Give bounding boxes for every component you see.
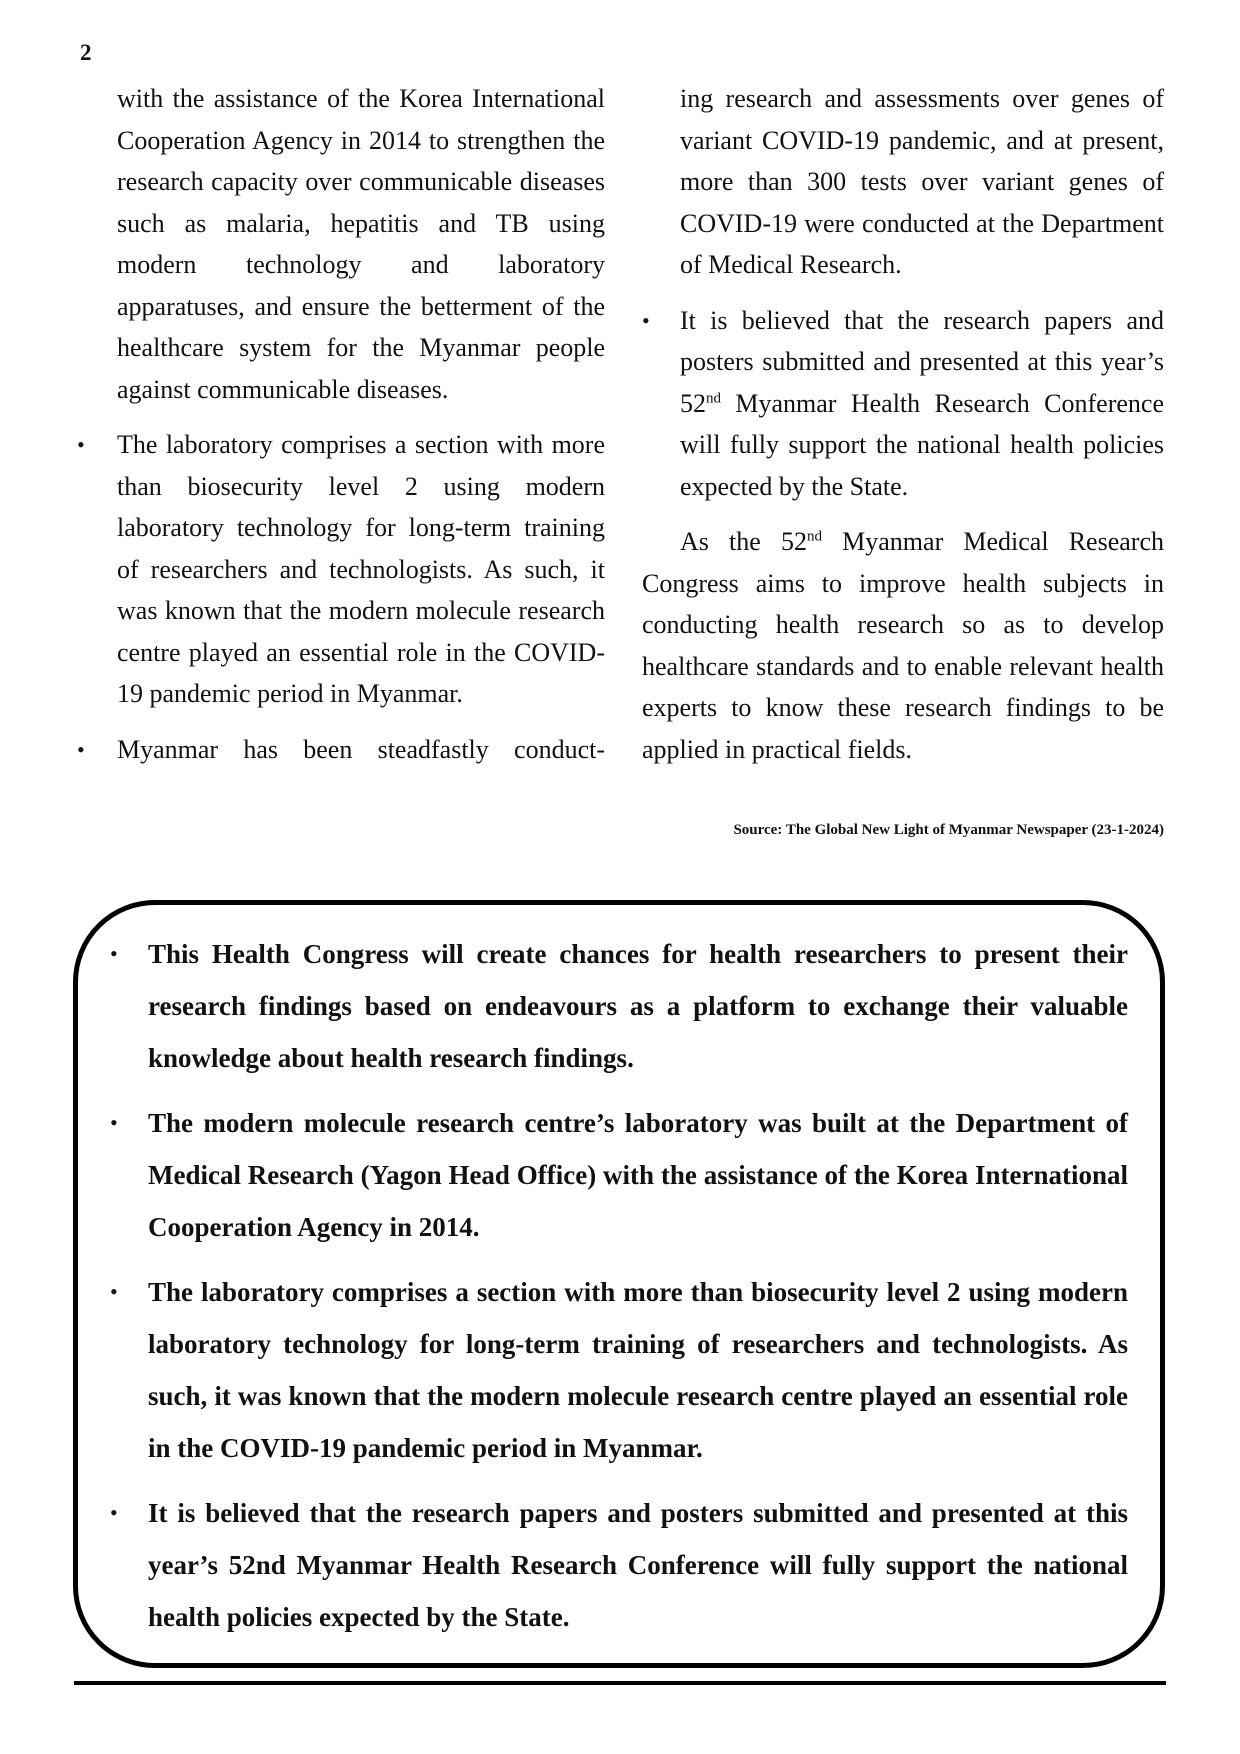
bullet-icon: • <box>77 736 85 762</box>
bullet-text: Myanmar has been steadfastly conduct- <box>117 734 605 764</box>
left-bullet-laboratory <box>77 424 605 715</box>
ordinal-suffix: nd <box>706 389 721 406</box>
bottom-rule <box>74 1681 1166 1685</box>
left-continuation-paragraph: with the assistance of the Korea International Cooperation Agency in 2014 to strengthen the research capacity over communicable diseases such as malaria, hepatitis and TB using modern technology and laboratory apparatuses, and ensure the betterment of the healthcare system for the Myanmar people against communicable diseases. <box>117 84 605 404</box>
paragraph-text-end: Myanmar Medical Research Congress aims to improve health subjects in conducting health research so as to develop healthcare standards and to enable relevant health experts to know these research findings to be applied in practical fields. <box>642 527 1164 764</box>
source-citation: Source: The Global New Light of Myanmar Newspaper (23-1-2024) <box>733 822 1164 838</box>
bullet-icon: • <box>110 941 118 966</box>
bullet-icon: • <box>110 1279 118 1304</box>
highlight-item <box>110 1097 1128 1253</box>
highlight-box-list <box>110 928 1128 1656</box>
highlight-item-text: It is believed that the research papers and posters submitted and presented at this year’s 52nd Myanmar Health Research Conference will fully support the national health policies expected by the State. <box>148 1498 1128 1632</box>
right-continuation-paragraph: ing research and assessments over genes of variant COVID-19 pandemic, and at present, more than 300 tests over variant genes of COVID-19 were conducted at the Department of Medical Research. <box>680 84 1164 279</box>
highlight-item <box>110 1266 1128 1474</box>
bullet-text-end: Myanmar Health Research Conference will fully support the national health policies expected by the State. <box>680 388 1164 501</box>
highlight-item <box>110 1487 1128 1643</box>
highlight-item-text: The laboratory comprises a section with more than biosecurity level 2 using modern laboratory technology for long-term training of researchers and technologists. As such, it was known that the modern molecule research centre played an essential role in the COVID-19 pandemic period in Myanmar. <box>148 1277 1128 1463</box>
bullet-icon: • <box>110 1500 118 1525</box>
highlight-item <box>110 928 1128 1084</box>
page-number: 2 <box>80 40 92 65</box>
left-column <box>77 78 605 784</box>
bullet-text: The laboratory comprises a section with more than biosecurity level 2 using modern laboratory technology for long-term training of researchers and technologists. As such, it was known that the modern molecule research centre played an essential role in the COVID-19 pandemic period in Myanmar. <box>117 430 605 708</box>
right-bullet-believed <box>642 300 1164 508</box>
bullet-text-start: It is believed that the research papers and posters submitted and presented at this year’s 52 <box>680 305 1164 418</box>
paragraph-text-start: As the 52 <box>680 527 807 556</box>
highlight-item-text: This Health Congress will create chances for health researchers to present their research findings based on endeavours as a platform to exchange their valuable knowledge about health research findings. <box>148 939 1128 1073</box>
right-column <box>642 78 1164 784</box>
ordinal-suffix: nd <box>806 528 822 545</box>
right-body-paragraph <box>642 521 1164 770</box>
bullet-icon: • <box>642 307 650 333</box>
highlight-item-text: The modern molecule research centre’s laboratory was built at the Department of Medical Research (Yagon Head Office) with the assistance of the Korea International Cooperation Agency in 2014. <box>148 1108 1128 1242</box>
bullet-icon: • <box>110 1110 118 1135</box>
bullet-icon: • <box>77 432 85 457</box>
left-bullet-myanmar <box>77 729 605 771</box>
